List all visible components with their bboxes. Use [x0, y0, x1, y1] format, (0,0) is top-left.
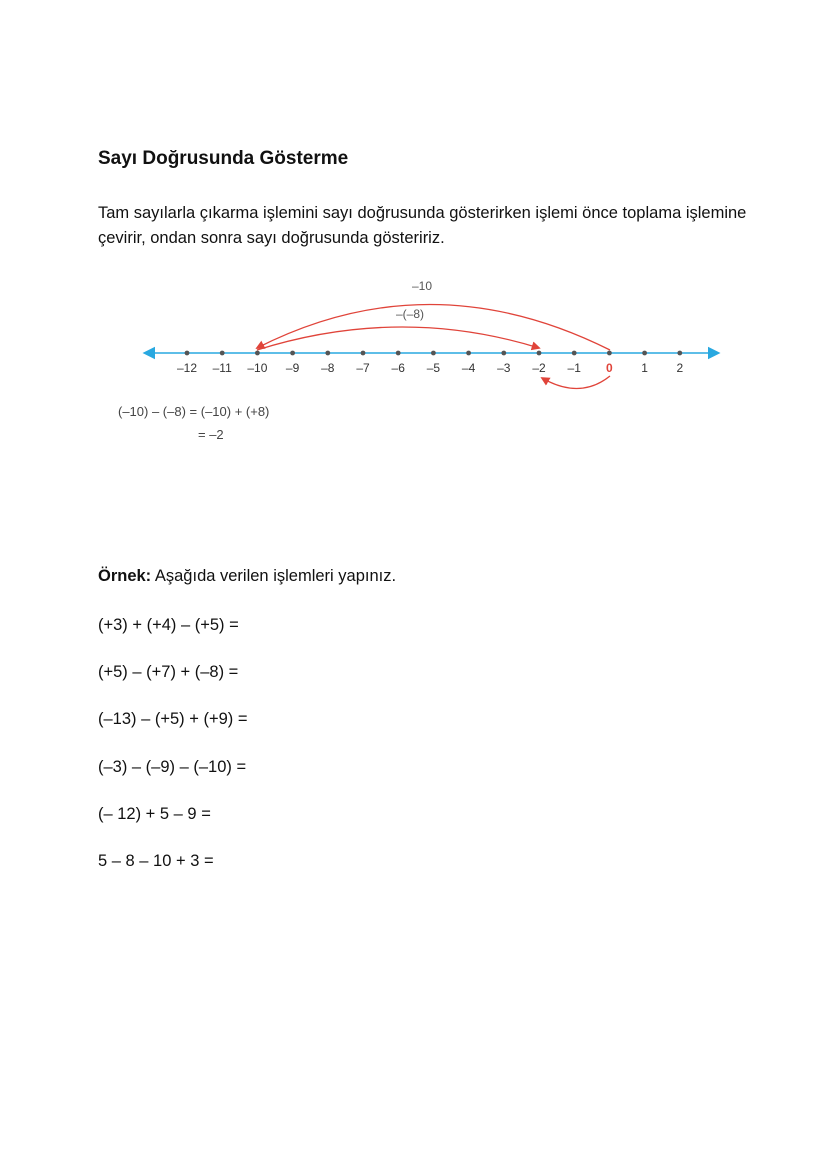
tick-dot — [466, 351, 471, 356]
tick-dot — [220, 351, 225, 356]
page-title: Sayı Doğrusunda Gösterme — [98, 148, 349, 169]
tick-dot — [255, 351, 260, 356]
arc-label-upper: –10 — [411, 279, 433, 293]
tick-label: –12 — [176, 361, 198, 375]
tick-dot — [325, 351, 330, 356]
arc-result — [542, 376, 610, 389]
tick-dot — [572, 351, 577, 356]
tick-group — [177, 351, 683, 375]
tick-dot — [431, 351, 436, 356]
tick-label: –11 — [212, 361, 232, 375]
arc-minus-minus-8 — [257, 327, 539, 350]
tick-label: –7 — [356, 361, 370, 375]
tick-dot — [642, 351, 647, 356]
exercise-item: 5 – 8 – 10 + 3 = — [98, 852, 214, 870]
tick-dot — [396, 351, 401, 356]
tick-dot — [677, 351, 682, 356]
tick-label: –1 — [567, 361, 581, 375]
exercise-item: (+3) + (+4) – (+5) = — [98, 616, 239, 634]
exercise-item: (–3) – (–9) – (–10) = — [98, 758, 247, 776]
tick-dot — [361, 351, 366, 356]
tick-label: –6 — [391, 361, 405, 375]
exercise-item: (–13) – (+5) + (+9) = — [98, 710, 248, 728]
number-line-svg — [0, 270, 828, 450]
tick-dot — [501, 351, 506, 356]
tick-label: –3 — [497, 361, 511, 375]
exercise-item: (+5) – (+7) + (–8) = — [98, 663, 239, 681]
tick-label: 2 — [676, 361, 684, 375]
tick-label: –8 — [321, 361, 335, 375]
example-label: Örnek: — [98, 567, 152, 585]
tick-dot — [537, 351, 542, 356]
intro-paragraph: Tam sayılarla çıkarma işlemini sayı doğrusunda gösterirken işlemi önce toplama işlemine çevirir, ondan sonra sayı doğrusunda gösteririz. — [98, 204, 747, 247]
arc-minus-10 — [257, 304, 610, 350]
tick-dot — [607, 351, 612, 356]
tick-label: –5 — [426, 361, 441, 375]
tick-dot — [185, 351, 190, 356]
arc-label-lower: –(–8) — [395, 307, 425, 321]
equation-line-1: (–10) – (–8) = (–10) + (+8) — [118, 404, 270, 419]
tick-label: 1 — [641, 361, 648, 375]
equation-line-2: = –2 — [198, 427, 224, 442]
example-instruction: Aşağıda verilen işlemleri yapınız. — [154, 567, 397, 585]
tick-label: –2 — [532, 361, 546, 375]
example-heading — [98, 567, 396, 586]
tick-dot — [290, 351, 295, 356]
number-line-figure — [0, 270, 828, 450]
tick-label: –10 — [247, 361, 268, 375]
tick-label: –4 — [461, 361, 476, 375]
exercise-item: (– 12) + 5 – 9 = — [98, 805, 211, 823]
tick-label: –9 — [285, 361, 300, 375]
tick-label: 0 — [606, 361, 613, 375]
